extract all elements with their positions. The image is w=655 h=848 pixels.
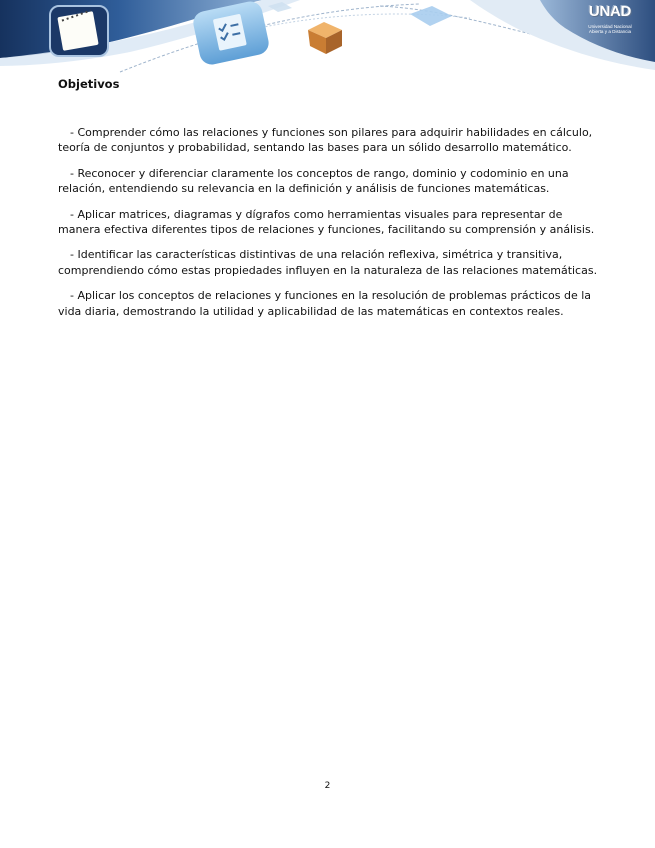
header-banner [0, 0, 655, 78]
page-number: 2 [324, 781, 331, 791]
objective-item: - Comprender cómo las relaciones y funciones son pilares para adquirir habilidades en cálculo, teoría de conjuntos y probabilidad, sentando las bases para un sólido desarrollo matemático. [58, 126, 593, 155]
logo-subtitle-line2: Abierta y a Distancia [588, 29, 632, 34]
objectives-list [58, 125, 604, 329]
unad-logo [574, 5, 646, 35]
logo-subtitle-line1: Universidad Nacional [588, 24, 632, 29]
notepad-icon [50, 6, 108, 56]
logo-name: UNAD [588, 3, 632, 20]
objective-item: - Aplicar los conceptos de relaciones y funciones en la resolución de problemas prácticos de la vida diaria, demostrando la utilidad y aplicabilidad de las matemáticas en contextos reales. [58, 289, 592, 318]
box-icon [308, 22, 342, 54]
objective-item: - Aplicar matrices, diagramas y dígrafos como herramientas visuales para representar de manera efectiva diferentes tipos de relaciones y funciones, facilitando su comprensión y análisis. [58, 207, 595, 237]
objective-item: - Reconocer y diferenciar claramente los conceptos de rango, dominio y codominio en una relación, entendiendo su relevancia en la definición y análisis de funciones matemáticas. [58, 166, 569, 196]
objective-item: - Identificar las características distintivas de una relación reflexiva, simétrica y transitiva, comprendiendo cómo estas propiedades influyen en la naturaleza de las relaciones matemáticas. [58, 248, 598, 277]
section-heading: Objetivos [58, 77, 120, 91]
